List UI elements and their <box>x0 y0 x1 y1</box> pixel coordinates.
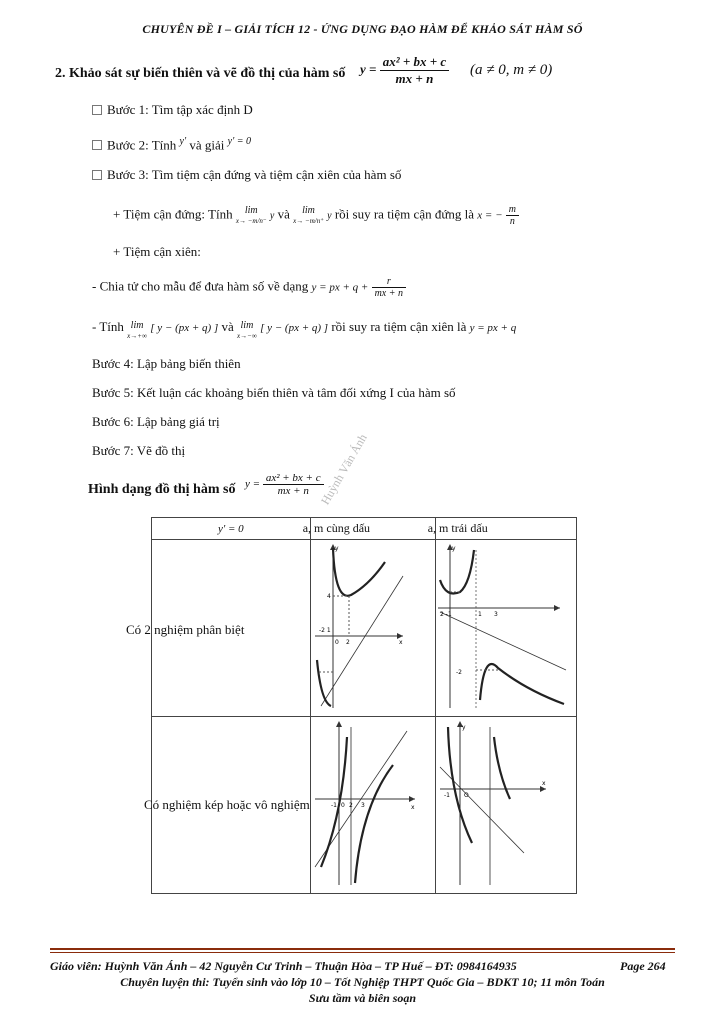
oblique-equation: y = px + q <box>469 322 517 334</box>
step-1 <box>92 102 253 118</box>
divide-step <box>92 276 406 299</box>
step-2-and-solve: và giải <box>189 137 225 153</box>
svg-text:2: 2 <box>348 802 353 809</box>
y-prime: y' <box>179 136 187 147</box>
step-6: Bước 6: Lập bảng giá trị <box>92 414 220 429</box>
svg-text:-1: -1 <box>330 802 337 809</box>
y-prime-equation: y' = 0 <box>227 136 251 147</box>
svg-text:-2 1: -2 1 <box>318 627 331 634</box>
footer-divider <box>50 948 675 950</box>
svg-text:y: y <box>461 724 466 731</box>
limit-label: lim <box>244 205 258 216</box>
section-title: 2. Khảo sát sự biến thiên và vẽ đồ thị của hàm số <box>55 66 346 81</box>
formula-condition: (a ≠ 0, m ≠ 0) <box>470 62 553 78</box>
asymptote-numerator: m <box>506 204 519 216</box>
header-cell-opposite-sign <box>427 518 576 540</box>
divide-numerator: r <box>372 276 406 288</box>
graph-opposite-sign-two-roots <box>436 540 576 712</box>
graph-cell <box>310 717 435 894</box>
graph-same-sign-no-roots <box>311 717 435 889</box>
svg-text:2 -1: 2 -1 <box>439 611 452 618</box>
svg-text:x: x <box>410 804 415 811</box>
footer-course-info: Chuyên luyện thi: Tuyển sinh vào lớp 10 – Tốt Nghiệp THPT Quốc Gia – BDKT 10; 11 môn Toán <box>120 975 605 989</box>
header-derivative-text: y' = 0 <box>218 523 244 535</box>
graph-shape-formula <box>245 472 324 497</box>
vertical-asymptote-conclusion: rồi suy ra tiệm cận đứng là <box>334 206 475 222</box>
limit-subscript: x→−∞ <box>237 332 257 340</box>
oblique-limit-step <box>92 319 516 341</box>
limit-subscript: x→+∞ <box>127 332 147 340</box>
svg-text:0: 0 <box>340 802 345 809</box>
limit-label: lim <box>240 320 254 331</box>
graph-same-sign-two-roots <box>311 540 435 712</box>
asymptote-denominator: n <box>509 216 515 227</box>
oblique-conclusion: rồi suy ra tiệm cận xiên là <box>331 319 467 334</box>
limit-label: lim <box>302 205 315 216</box>
svg-text:-1: -1 <box>443 792 450 799</box>
svg-text:y: y <box>334 545 339 552</box>
main-function-formula <box>360 54 449 87</box>
svg-text:y: y <box>451 545 456 552</box>
svg-text:O: O <box>463 792 469 799</box>
formula-y: y = <box>245 478 261 491</box>
limit-pos-inf <box>127 319 147 341</box>
asymptote-x-eq: x = − <box>477 209 503 222</box>
divide-denominator: mx + n <box>374 288 403 299</box>
formula-y: y = <box>360 61 377 77</box>
row2-label-cell <box>144 717 311 894</box>
step-5: Bước 5: Kết luận các khoảng biến thiên và tâm đối xứng I của hàm số <box>92 385 456 400</box>
footer-teacher-info: Giáo viên: Huỳnh Văn Ánh – 42 Nguyễn Cư Trinh – Thuận Hòa – TP Huế – ĐT: 0984164935 <box>50 959 517 973</box>
limit-right <box>293 204 324 226</box>
step-1-text: Bước 1: Tìm tập xác định D <box>107 102 253 117</box>
row1-label: Có 2 nghiệm phân biệt <box>126 622 245 637</box>
graph-cell <box>435 717 576 894</box>
formula-fraction <box>263 472 324 497</box>
limit-function: y <box>269 210 275 222</box>
limit-left <box>236 204 267 226</box>
vertical-asymptote-line <box>113 204 519 227</box>
divide-fraction <box>372 276 406 299</box>
footer-credit: Sưu tầm và biên soạn <box>308 991 417 1005</box>
step-3 <box>92 167 401 183</box>
graph-cell <box>435 540 576 717</box>
footer-divider <box>50 952 675 953</box>
divide-step-text: - Chia tử cho mẫu để đưa hàm số về dạng <box>92 278 309 294</box>
oblique-asymptote-heading: + Tiệm cận xiên: <box>113 244 201 259</box>
footer-page-number: Page 264 <box>620 959 666 973</box>
checkbox-icon <box>92 170 102 180</box>
divide-formula: y = px + q + <box>311 281 369 294</box>
formula-numerator: ax² + bx + c <box>263 472 324 485</box>
graph-shape-title: Hình dạng đồ thị hàm số <box>88 482 236 497</box>
vertical-asymptote-text: + Tiệm cận đứng: Tính <box>113 206 233 222</box>
limit-neg-inf <box>237 319 257 341</box>
formula-denominator: mx + n <box>277 485 309 497</box>
graph-opposite-sign-no-roots <box>436 717 576 889</box>
limit-expression: [ y − (px + q) ] <box>150 322 219 334</box>
svg-text:3: 3 <box>360 802 365 809</box>
svg-text:4: 4 <box>326 593 331 600</box>
formula-denominator: mx + n <box>395 71 434 86</box>
limit-expression: [ y − (px + q) ] <box>260 322 329 334</box>
formula-fraction <box>380 54 449 87</box>
graph-shapes-table <box>126 517 577 894</box>
header-same-sign-text: a, m cùng dấu <box>302 521 371 535</box>
svg-text:2: 2 <box>345 639 350 646</box>
svg-text:x: x <box>541 780 546 787</box>
graph-cell <box>310 540 435 717</box>
header-opposite-sign-text: a, m trái dấu <box>427 521 488 535</box>
row1-label-cell <box>126 540 311 717</box>
oblique-limit-text: - Tính <box>92 319 124 334</box>
header-cell-derivative <box>152 518 311 540</box>
and-text: và <box>221 319 234 334</box>
svg-text:0: 0 <box>334 639 339 646</box>
limit-function: y <box>327 210 332 222</box>
svg-text:x: x <box>398 639 403 646</box>
step-3-text: Bước 3: Tìm tiệm cận đứng và tiệm cận xiên của hàm số <box>107 167 402 182</box>
row2-label: Có nghiệm kép hoặc vô nghiệm <box>144 797 310 812</box>
checkbox-icon <box>92 105 102 115</box>
svg-text:3: 3 <box>493 611 498 618</box>
limit-label: lim <box>130 320 144 331</box>
limit-subscript: x→ −m/n⁺ <box>293 217 324 225</box>
svg-text:-2: -2 <box>455 669 462 676</box>
limit-subscript: x→ −m/n⁻ <box>235 217 267 225</box>
header-cell-same-sign <box>302 518 435 540</box>
step-2 <box>92 136 251 153</box>
svg-text:1: 1 <box>477 611 482 618</box>
and-text: và <box>277 206 290 222</box>
asymptote-fraction <box>506 204 519 227</box>
page-header-title: CHUYÊN ĐỀ I – GIẢI TÍCH 12 - ỨNG DỤNG ĐẠO HÀM ĐỂ KHẢO SÁT HÀM SỐ <box>142 22 583 36</box>
formula-numerator: ax² + bx + c <box>380 54 449 71</box>
watermark: Huỳnh Văn Ánh <box>318 431 370 507</box>
step-4: Bước 4: Lập bảng biến thiên <box>92 356 241 371</box>
step-2-text: Bước 2: Tính <box>107 137 177 153</box>
checkbox-icon <box>92 140 102 150</box>
step-7: Bước 7: Vẽ đồ thị <box>92 443 186 458</box>
